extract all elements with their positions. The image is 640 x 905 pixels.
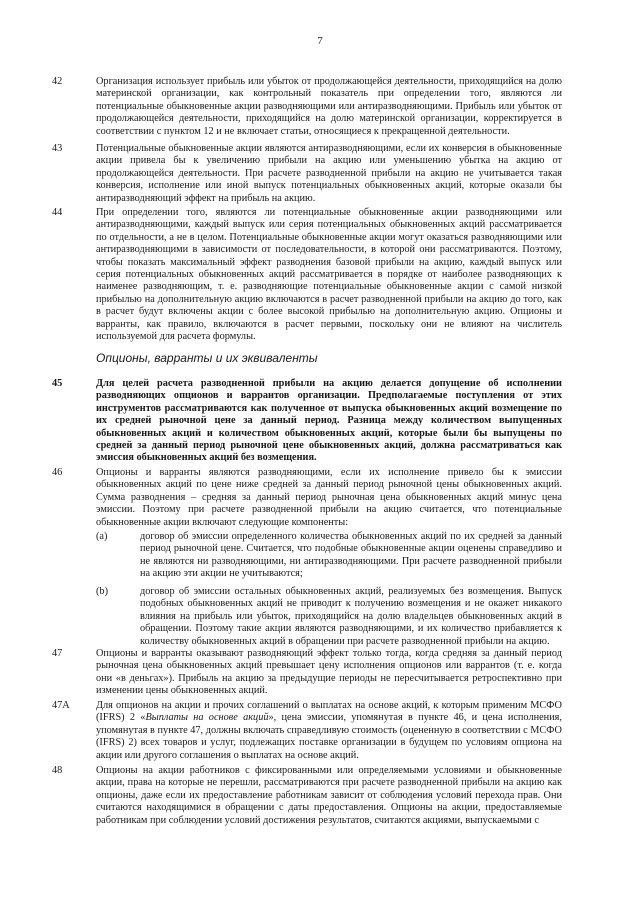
- paragraph-text: Организация использует прибыль или убыток от продолжающейся деятельности, приходящийся на долю материнской организации, как контрольный показатель при определении того, являются ли потенциальные обыкновенные акции разводняющими или антиразводняющими. Прибыль или убыток от продолжающейся деятельности, приходящийся на долю материнской организации, корректируется в соответствии с пунктом 12 и не включает статьи, относящиеся к прекращенной деятельности.: [96, 76, 562, 137]
- paragraph-43: [52, 143, 562, 205]
- paragraph-number: 42: [52, 76, 63, 87]
- paragraph-number: 48: [52, 765, 63, 776]
- list-item-a: [96, 531, 562, 581]
- list-item-label: (b): [96, 586, 109, 597]
- paragraph-47a: [52, 700, 562, 762]
- paragraph-number: 44: [52, 207, 63, 218]
- paragraph-text: [96, 700, 562, 762]
- paragraph-46: [52, 467, 562, 529]
- list-item-text: договор об эмиссии определенного количества обыкновенных акций по их средней за данный период рыночной цене. Считается, что подобные обыкновенные акции оценены справедливо и не являются ни разводняющими, ни антиразводняющими. При расчете разводненной прибыли на акцию эти акции не учитываются;: [140, 531, 562, 580]
- paragraph-text: Опционы и варранты оказывают разводняющий эффект только тогда, когда средняя за данный период рыночная цена обыкновенных акций превышает цену исполнения опционов или варрантов (т. е. когда они «в деньгах»). Прибыль на акцию за предыдущие периоды не пересчитывается ретроспективно при изменении цены обыкновенных акций.: [96, 648, 562, 697]
- paragraph-number: 45: [52, 378, 63, 389]
- paragraph-text: Опционы на акции работников с фиксированными или определяемыми условиями и обыкновенные акции, права на которые не перешли, рассматриваются при расчете разводненной прибыли на акцию как опционы, даже если их предоставление работникам зависит от соблюдения условий перехода прав. Они считаются находящимися в обращении с даты предоставления. Опционы на акции, предоставляемые работникам при соблюдении условий достижения результатов, считаются акциями, выпускаемыми с: [96, 765, 562, 826]
- list-item-text: договор об эмиссии остальных обыкновенных акций, реализуемых без возмещения. Выпуск подобных обыкновенных акций не приводит к получению возмещения и не окажет никакого влияния на прибыль или убыток, приходящийся на долю владельцев обыкновенных акций в обращении. Поэтому такие акции являются разводняющими, и их количество прибавляется к количеству обыкновенных акций в обращении при расчете разводненной прибыли на акцию.: [140, 586, 562, 647]
- paragraph-text: Для целей расчета разводненной прибыли на акцию делается допущение об исполнении разводняющих опционов и варрантов организации. Предполагаемые поступления от этих инструментов рассматриваются как полученное от выпуска обыкновенных акций возмещение по их средней рыночной цене за данный период. Разница между количеством выпущенных обыкновенных акций и количеством обыкновенных акций, которые были бы выпущены по средней за данный период рыночной цене обыкновенных акций, должна рассматриваться как эмиссия обыкновенных акций без возмещения.: [96, 378, 562, 464]
- text-segment: », цена эмиссии, упомянутая в пункте 46, и цена исполнения, упомянутая в пункте 47, должны включать справедливую стоимость (оцененную в соответствии с МСФО (IFRS) 2) всех товаров и услуг, подлежащих поставке организации в будущем по условиям опциона на акции или другого соглашения о выплатах на основе акций.: [96, 712, 562, 761]
- list-item-b: [96, 586, 562, 648]
- section-heading: Опционы, варранты и их эквиваленты: [96, 351, 318, 365]
- paragraph-48: [52, 765, 562, 827]
- page-number: 7: [317, 35, 323, 47]
- paragraph-42: [52, 76, 562, 138]
- list-item-label: (a): [96, 531, 108, 542]
- paragraph-text: При определении того, являются ли потенциальные обыкновенные акции разводняющими или антиразводняющими, каждый выпуск или серия потенциальных обыкновенных акций рассматривается по отдельности, а не в целом. Потенциальные обыкновенные акции могут оказаться разводняющими или антиразводняющими в зависимости от последовательности, в которой они рассматриваются. Поэтому, чтобы показать максимальный эффект разводнения базовой прибыли на акцию, каждый выпуск или серия потенциальных обыкновенных акций рассматривается в порядке от наиболее разводняющих к наименее разводняющим, т. е. разводняющие потенциальные обыкновенные акции с самой низкой прибылью на дополнительную акцию включаются в расчет разводненной прибыли на акцию до того, как в расчет будут включены акции с более высокой прибылью на дополнительную акцию. Опционы и варранты, как правило, включаются в расчет первыми, поскольку они не влияют на числитель используемой для расчета формулы.: [96, 207, 562, 343]
- paragraph-44: [52, 207, 562, 343]
- paragraph-text: Опционы и варранты являются разводняющими, если их исполнение привело бы к эмиссии обыкновенных акций по цене ниже средней за данный период рыночной цены обыкновенных акций. Сумма разводнения – средняя за данный период рыночная цена обыкновенных акций минус цена эмиссии. Поэтому при расчете разводненной прибыли на акцию считается, что потенциальные обыкновенные акции включают следующие компоненты:: [96, 467, 562, 528]
- paragraph-45: [52, 378, 562, 465]
- paragraph-number: 43: [52, 143, 63, 154]
- standard-title: Выплаты на основе акций: [145, 712, 269, 724]
- paragraph-number: 46: [52, 467, 63, 478]
- text-segment: Для опционов на акции и прочих соглашений о выплатах на основе акций, к которым применим МСФО (IFRS) 2 «: [96, 700, 562, 724]
- paragraph-47: [52, 648, 562, 698]
- paragraph-number: 47А: [52, 700, 70, 711]
- paragraph-number: 47: [52, 648, 63, 659]
- paragraph-text: Потенциальные обыкновенные акции являются антиразводняющими, если их конверсия в обыкновенные акции привела бы к увеличению прибыли на акцию или уменьшению убытка на акцию от продолжающейся деятельности. При расчете разводненной прибыли на акцию не учитывается такая конверсия, исполнение или иной выпуск потенциальных обыкновенных акций, которые оказали бы антиразводняющий эффект на прибыль на акцию.: [96, 143, 562, 204]
